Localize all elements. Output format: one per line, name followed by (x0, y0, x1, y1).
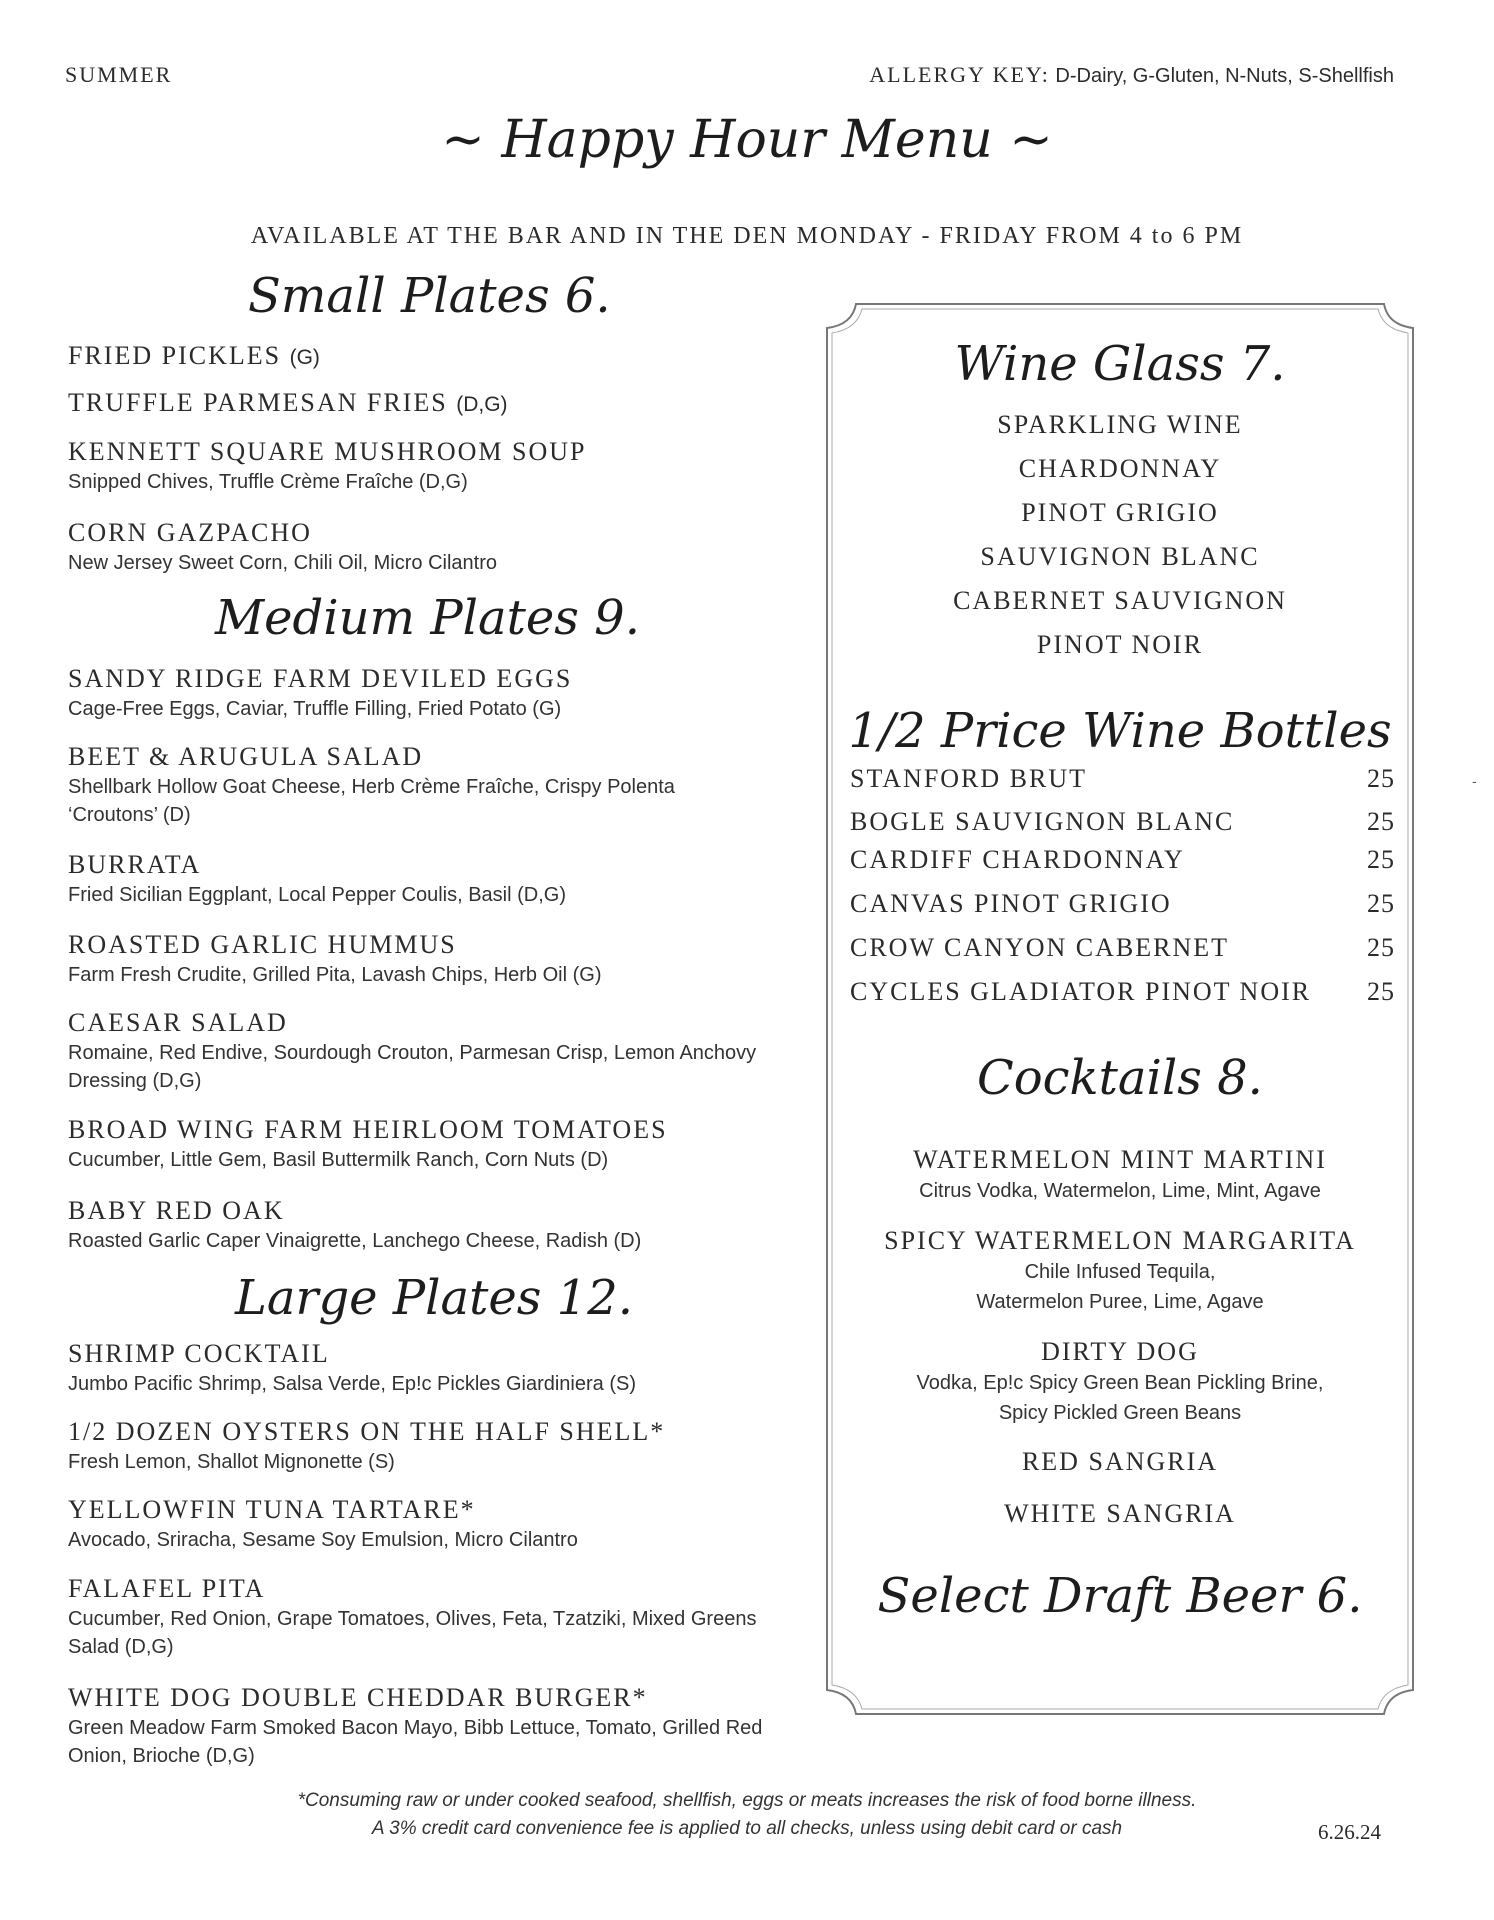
item-name: TRUFFLE PARMESAN FRIES (68, 388, 448, 417)
cocktails-heading: Cocktails 8. (977, 1050, 1263, 1106)
menu-item (68, 1007, 768, 1095)
season-label: SUMMER (65, 62, 173, 87)
bottle-price: 25 (1367, 933, 1395, 962)
item-name: FALAFEL PITA (68, 1574, 266, 1603)
cocktail-description: Citrus Vodka, Watermelon, Lime, Mint, Agave (919, 1180, 1321, 1202)
wine-glass-item: SPARKLING WINE (997, 410, 1243, 439)
item-description: Shellbark Hollow Goat Cheese, Herb Crème Fraîche, Crispy Polenta ‘Croutons’ (D) (68, 776, 675, 826)
item-name: SHRIMP COCKTAIL (68, 1339, 330, 1368)
menu-item (68, 1573, 768, 1661)
menu-item (68, 741, 768, 829)
item-description: Cucumber, Red Onion, Grape Tomatoes, Olives, Feta, Tzatziki, Mixed Greens Salad (D,G) (68, 1608, 757, 1658)
menu-item (68, 929, 768, 989)
allergy-key-label: ALLERGY KEY: (869, 62, 1050, 87)
cocktail-item (826, 1336, 1414, 1428)
item-description: Cage-Free Eggs, Caviar, Truffle Filling, Fried Potato (G) (68, 698, 562, 720)
menu-item (68, 517, 768, 577)
wine-bottle-item (850, 764, 1395, 794)
cocktail-name: RED SANGRIA (1021, 1447, 1219, 1476)
menu-item (68, 1494, 768, 1554)
menu-item (68, 1416, 768, 1476)
bottle-name: CARDIFF CHARDONNAY (850, 845, 1185, 874)
menu-item (68, 849, 768, 909)
wine-glass-item: CHARDONNAY (1018, 454, 1222, 483)
item-name: 1/2 DOZEN OYSTERS ON THE HALF SHELL* (68, 1417, 666, 1446)
item-name: YELLOWFIN TUNA TARTARE* (68, 1495, 476, 1524)
menu-date: 6.26.24 (1318, 1820, 1381, 1844)
cocktail-description: Vodka, Ep!c Spicy Green Bean Pickling Brine, (916, 1372, 1324, 1394)
cocktail-description: Watermelon Puree, Lime, Agave (976, 1291, 1264, 1313)
item-description: Avocado, Sriracha, Sesame Soy Emulsion, Micro Cilantro (68, 1529, 578, 1551)
item-description: Roasted Garlic Caper Vinaigrette, Lanchego Cheese, Radish (D) (68, 1230, 642, 1252)
wine-glass-item: SAUVIGNON BLANC (980, 542, 1260, 571)
footer-notes (0, 1787, 1494, 1843)
item-description: New Jersey Sweet Corn, Chili Oil, Micro Cilantro (68, 552, 498, 574)
menu-item (68, 1114, 768, 1174)
cocktail-name: DIRTY DOG (1041, 1337, 1199, 1366)
draft-beer-heading: Select Draft Beer 6. (877, 1568, 1363, 1624)
credit-card-fee-note: A 3% credit card convenience fee is applied to all checks, unless using debit card or cash (371, 1818, 1123, 1839)
item-description: Cucumber, Little Gem, Basil Buttermilk Ranch, Corn Nuts (D) (68, 1149, 609, 1171)
allergen-tag: (G) (289, 346, 320, 369)
wine-bottle-item (850, 845, 1395, 875)
bottle-name: CROW CANYON CABERNET (850, 933, 1229, 962)
menu-item (68, 436, 768, 496)
medium-plates-heading: Medium Plates 9. (215, 590, 640, 646)
item-name: ROASTED GARLIC HUMMUS (68, 930, 457, 959)
cocktail-description: Chile Infused Tequila, (1024, 1261, 1216, 1283)
wine-bottle-item (850, 807, 1395, 837)
wine-bottle-item (850, 977, 1395, 1007)
menu-item (68, 387, 768, 421)
wine-glass-item: PINOT NOIR (1036, 630, 1204, 659)
item-description: Fried Sicilian Eggplant, Local Pepper Coulis, Basil (D,G) (68, 884, 566, 906)
bottle-price: 25 (1367, 807, 1395, 836)
wine-bottle-item (850, 933, 1395, 963)
item-name: CAESAR SALAD (68, 1008, 288, 1037)
availability-note: AVAILABLE AT THE BAR AND IN THE DEN MONDAY - FRIDAY FROM 4 to 6 PM (250, 223, 1244, 249)
bottle-name: BOGLE SAUVIGNON BLANC (850, 807, 1235, 836)
wine-bottles-heading: 1/2 Price Wine Bottles (848, 703, 1392, 759)
item-description: Fresh Lemon, Shallot Mignonette (S) (68, 1451, 395, 1473)
bottle-price: 25 (1367, 845, 1395, 874)
menu-item (68, 1682, 768, 1770)
menu-item (68, 663, 768, 723)
item-description: Farm Fresh Crudite, Grilled Pita, Lavash Chips, Herb Oil (G) (68, 964, 602, 986)
item-name: WHITE DOG DOUBLE CHEDDAR BURGER* (68, 1683, 648, 1712)
bottle-name: CYCLES GLADIATOR PINOT NOIR (850, 977, 1312, 1006)
raw-food-disclaimer: *Consuming raw or under cooked seafood, shellfish, eggs or meats increases the risk of food borne illness. (297, 1790, 1197, 1811)
allergy-key (869, 62, 1394, 88)
cocktail-item (826, 1225, 1414, 1317)
item-description: Romaine, Red Endive, Sourdough Crouton, Parmesan Crisp, Lemon Anchovy Dressing (D,G) (68, 1042, 757, 1092)
allergy-key-values: D-Dairy, G-Gluten, N-Nuts, S-Shellfish (1055, 65, 1394, 87)
item-description: Snipped Chives, Truffle Crème Fraîche (D,G) (68, 471, 468, 493)
wine-bottle-item (850, 889, 1395, 919)
item-description: Jumbo Pacific Shrimp, Salsa Verde, Ep!c Pickles Giardiniera (S) (68, 1373, 636, 1395)
wine-glass-heading: Wine Glass 7. (954, 336, 1286, 392)
item-description: Green Meadow Farm Smoked Bacon Mayo, Bibb Lettuce, Tomato, Grilled Red Onion, Brioche (D,G) (68, 1717, 763, 1767)
item-name: BEET & ARUGULA SALAD (68, 742, 424, 771)
wine-glass-item: PINOT GRIGIO (1021, 498, 1219, 527)
bottle-price: 25 (1367, 977, 1395, 1006)
bottle-name: CANVAS PINOT GRIGIO (850, 889, 1172, 918)
allergen-tag: (D,G) (456, 393, 508, 416)
menu-item (68, 1195, 768, 1255)
cocktail-item (826, 1498, 1414, 1530)
item-name: FRIED PICKLES (68, 341, 282, 370)
item-name: BROAD WING FARM HEIRLOOM TOMATOES (68, 1115, 668, 1144)
menu-title: ~ Happy Hour Menu ~ (441, 110, 1053, 170)
item-name: SANDY RIDGE FARM DEVILED EGGS (68, 664, 573, 693)
wine-glass-item: CABERNET SAUVIGNON (953, 586, 1287, 615)
small-plates-heading: Small Plates 6. (248, 268, 611, 324)
large-plates-heading: Large Plates 12. (235, 1270, 634, 1326)
menu-item (68, 340, 768, 374)
cocktail-item (826, 1446, 1414, 1478)
cocktail-description: Spicy Pickled Green Beans (998, 1402, 1242, 1424)
item-name: CORN GAZPACHO (68, 518, 312, 547)
bottle-name: STANFORD BRUT (850, 764, 1088, 793)
cocktail-name: SPICY WATERMELON MARGARITA (884, 1226, 1356, 1255)
item-name: BURRATA (68, 850, 202, 879)
cocktail-name: WHITE SANGRIA (1004, 1499, 1236, 1528)
cocktail-item (826, 1144, 1414, 1206)
edge-mark: - (1472, 773, 1477, 789)
menu-item (68, 1338, 768, 1398)
item-name: KENNETT SQUARE MUSHROOM SOUP (68, 437, 587, 466)
item-name: BABY RED OAK (68, 1196, 285, 1225)
bottle-price: 25 (1367, 764, 1395, 793)
bottle-price: 25 (1367, 889, 1395, 918)
cocktail-name: WATERMELON MINT MARTINI (913, 1145, 1327, 1174)
